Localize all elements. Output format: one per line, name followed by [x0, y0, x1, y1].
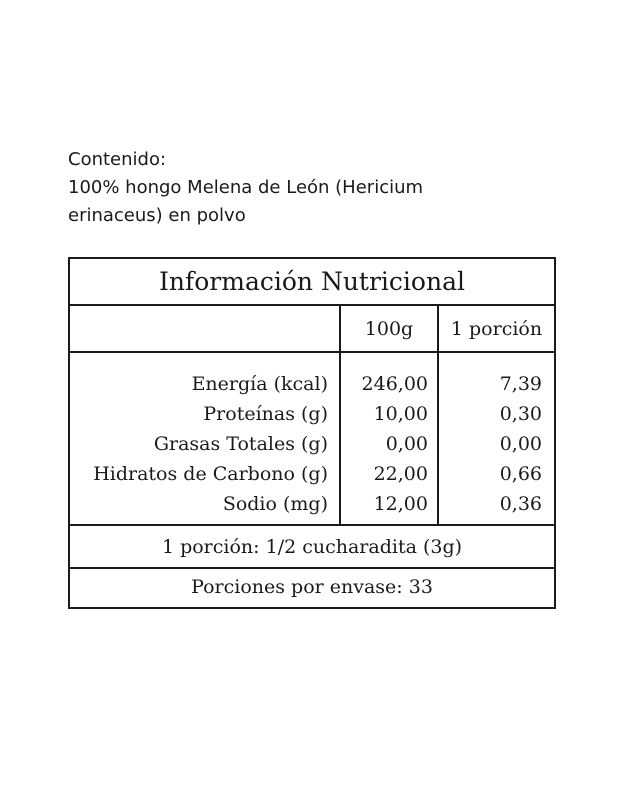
nutrient-label: Grasas Totales (g) — [153, 433, 328, 455]
nutrient-label: Energía (kcal) — [191, 373, 328, 395]
serving-size-row — [70, 526, 554, 569]
column-header-100g: 100g — [364, 318, 414, 340]
nutrition-values — [70, 353, 554, 526]
nutrient-label: Hidratos de Carbono (g) — [93, 463, 328, 485]
servings-per-container-row — [70, 569, 554, 607]
nutrient-value-portion: 0,30 — [499, 403, 542, 425]
contents-heading: Contenido: — [68, 149, 167, 170]
serving-size: 1 porción: 1/2 cucharadita (3g) — [161, 536, 463, 558]
nutrition-header-row — [70, 306, 554, 353]
nutrient-value-portion: 0,66 — [499, 463, 542, 485]
nutrient-row-protein — [70, 399, 554, 429]
nutrition-table — [68, 257, 556, 609]
nutrient-value-portion: 0,36 — [499, 493, 542, 515]
nutrient-label: Sodio (mg) — [222, 493, 328, 515]
nutrient-value-100g: 0,00 — [385, 433, 428, 455]
nutrient-value-100g: 246,00 — [361, 373, 428, 395]
nutrient-value-100g: 12,00 — [373, 493, 428, 515]
nutrient-row-energy — [70, 369, 554, 399]
nutrition-title: Información Nutricional — [159, 267, 465, 296]
nutrient-value-100g: 10,00 — [373, 403, 428, 425]
nutrition-title-row — [70, 259, 554, 306]
contents-line-1: 100% hongo Melena de León (Hericium — [68, 177, 424, 198]
nutrient-row-carbohydrates — [70, 459, 554, 489]
nutrient-label: Proteínas (g) — [203, 403, 328, 425]
contents-line-2: erinaceus) en polvo — [68, 205, 246, 226]
nutrient-value-100g: 22,00 — [373, 463, 428, 485]
column-header-portion: 1 porción — [450, 318, 543, 340]
nutrient-row-fat — [70, 429, 554, 459]
nutrient-value-portion: 0,00 — [499, 433, 542, 455]
contents-description — [68, 146, 548, 230]
servings-per-container: Porciones por envase: 33 — [191, 576, 433, 598]
nutrient-value-portion: 7,39 — [499, 373, 542, 395]
nutrient-row-sodium — [70, 489, 554, 519]
